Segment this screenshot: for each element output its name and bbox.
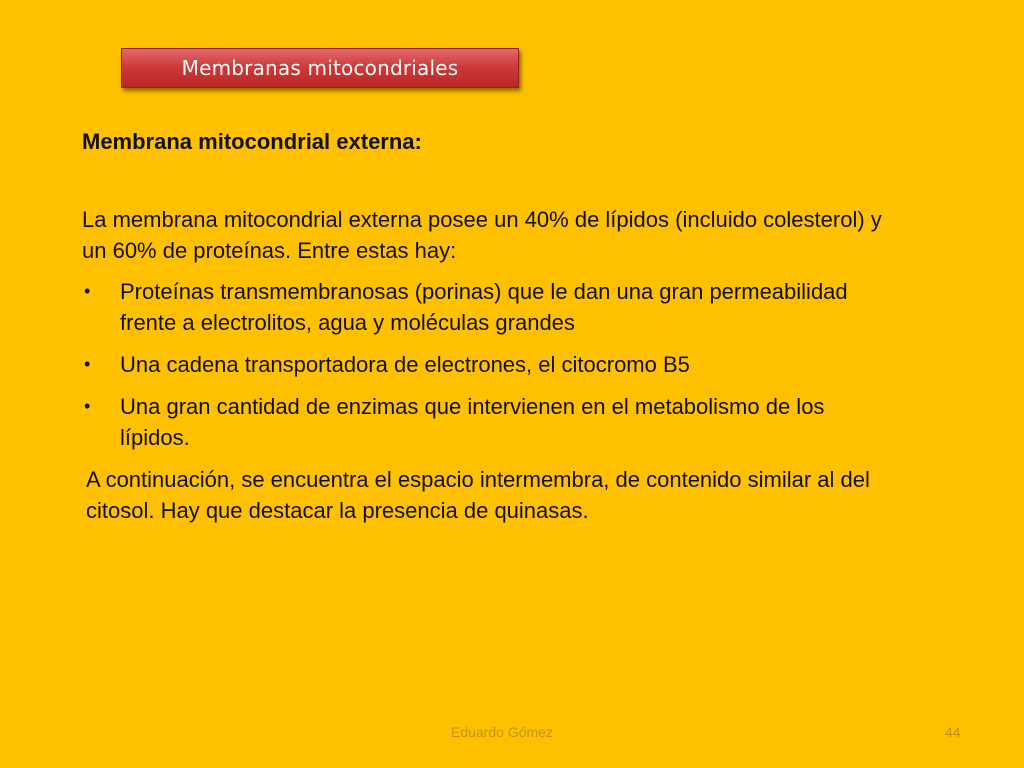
- list-item: [82, 349, 882, 380]
- slide-title: Membranas mitocondriales: [181, 56, 459, 80]
- bullet-icon: •: [84, 281, 91, 301]
- footer-author: Eduardo Gómez: [451, 724, 553, 740]
- list-item: [82, 391, 882, 453]
- slide-content: [82, 126, 882, 526]
- closing-paragraph: A continuación, se encuentra el espacio intermembra, de contenido similar al del citosol. Hay que destacar la presencia de quinasas.: [86, 467, 870, 523]
- slide-title-box: [121, 48, 519, 88]
- section-heading: Membrana mitocondrial externa:: [82, 129, 422, 154]
- bullet-icon: •: [84, 396, 91, 416]
- page-number: 44: [945, 724, 961, 740]
- bullet-text: Una gran cantidad de enzimas que intervienen en el metabolismo de los lípidos.: [120, 394, 825, 450]
- bullet-text: Proteínas transmembranosas (porinas) que le dan una gran permeabilidad frente a electrolitos, agua y moléculas grandes: [120, 279, 848, 335]
- bullet-icon: •: [84, 354, 91, 374]
- bullet-list: [82, 276, 882, 453]
- intro-paragraph: La membrana mitocondrial externa posee un 40% de lípidos (incluido colesterol) y un 60% de proteínas. Entre estas hay:: [82, 207, 882, 263]
- bullet-text: Una cadena transportadora de electrones, el citocromo B5: [120, 352, 690, 377]
- list-item: [82, 276, 882, 338]
